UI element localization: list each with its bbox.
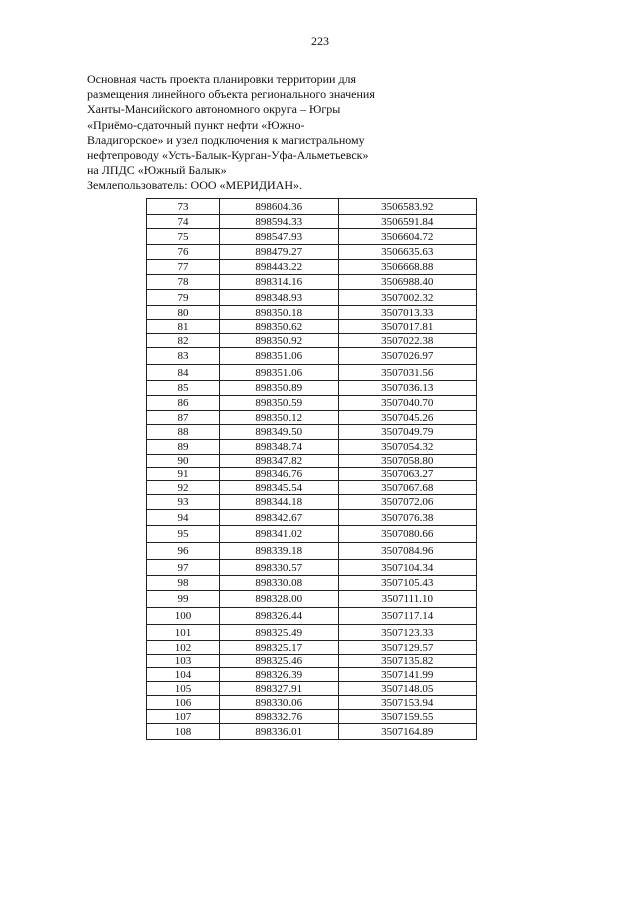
y-coordinate-cell: 3507104.34	[338, 560, 476, 576]
point-number-cell: 103	[147, 655, 220, 668]
table-row	[147, 425, 477, 440]
table-row	[147, 543, 477, 560]
point-number-cell: 86	[147, 396, 220, 411]
y-coordinate-cell: 3507111.10	[338, 591, 476, 608]
table-row	[147, 455, 477, 468]
x-coordinate-cell: 898346.76	[219, 468, 338, 481]
y-coordinate-cell: 3507080.66	[338, 526, 476, 543]
x-coordinate-cell: 898350.89	[219, 381, 338, 396]
y-coordinate-cell: 3507076.38	[338, 510, 476, 526]
y-coordinate-cell: 3507084.96	[338, 543, 476, 560]
point-number-cell: 81	[147, 320, 220, 334]
table-row	[147, 696, 477, 710]
table-row	[147, 710, 477, 724]
table-row	[147, 411, 477, 425]
table-row	[147, 468, 477, 481]
y-coordinate-cell: 3507148.05	[338, 682, 476, 696]
point-number-cell: 107	[147, 710, 220, 724]
x-coordinate-cell: 898341.02	[219, 526, 338, 543]
heading-line: Основная часть проекта планировки территории для	[87, 72, 357, 86]
x-coordinate-cell: 898328.00	[219, 591, 338, 608]
point-number-cell: 79	[147, 290, 220, 306]
point-number-cell: 94	[147, 510, 220, 526]
y-coordinate-cell: 3507067.68	[338, 481, 476, 495]
y-coordinate-cell: 3506604.72	[338, 229, 476, 245]
table-row	[147, 306, 477, 320]
point-number-cell: 97	[147, 560, 220, 576]
table-row	[147, 576, 477, 591]
table-row	[147, 625, 477, 641]
x-coordinate-cell: 898350.12	[219, 411, 338, 425]
document-heading	[87, 72, 447, 194]
point-number-cell: 88	[147, 425, 220, 440]
x-coordinate-cell: 898339.18	[219, 543, 338, 560]
point-number-cell: 92	[147, 481, 220, 495]
point-number-cell: 90	[147, 455, 220, 468]
x-coordinate-cell: 898326.44	[219, 608, 338, 625]
y-coordinate-cell: 3507026.97	[338, 348, 476, 365]
point-number-cell: 102	[147, 641, 220, 655]
x-coordinate-cell: 898344.18	[219, 495, 338, 510]
table-row	[147, 682, 477, 696]
y-coordinate-cell: 3507129.57	[338, 641, 476, 655]
x-coordinate-cell: 898327.91	[219, 682, 338, 696]
x-coordinate-cell: 898330.57	[219, 560, 338, 576]
land-user-line: Землепользователь: ООО «МЕРИДИАН».	[87, 178, 303, 193]
point-number-cell: 83	[147, 348, 220, 365]
point-number-cell: 100	[147, 608, 220, 625]
x-coordinate-cell: 898332.76	[219, 710, 338, 724]
x-coordinate-cell: 898314.16	[219, 275, 338, 290]
table-row	[147, 365, 477, 381]
x-coordinate-cell: 898325.49	[219, 625, 338, 641]
point-number-cell: 101	[147, 625, 220, 641]
table-row	[147, 510, 477, 526]
y-coordinate-cell: 3507002.32	[338, 290, 476, 306]
x-coordinate-cell: 898348.93	[219, 290, 338, 306]
x-coordinate-cell: 898351.06	[219, 365, 338, 381]
y-coordinate-cell: 3507105.43	[338, 576, 476, 591]
table-row	[147, 641, 477, 655]
table-row	[147, 440, 477, 455]
y-coordinate-cell: 3507141.99	[338, 668, 476, 682]
x-coordinate-cell: 898325.17	[219, 641, 338, 655]
x-coordinate-cell: 898345.54	[219, 481, 338, 495]
x-coordinate-cell: 898350.92	[219, 334, 338, 348]
table-row	[147, 381, 477, 396]
table-row	[147, 655, 477, 668]
y-coordinate-cell: 3507017.81	[338, 320, 476, 334]
x-coordinate-cell: 898326.39	[219, 668, 338, 682]
table-row	[147, 724, 477, 740]
table-row	[147, 608, 477, 625]
point-number-cell: 78	[147, 275, 220, 290]
point-number-cell: 91	[147, 468, 220, 481]
point-number-cell: 75	[147, 229, 220, 245]
page-number: 223	[311, 34, 329, 48]
y-coordinate-cell: 3506591.84	[338, 215, 476, 229]
table-row	[147, 275, 477, 290]
table-row	[147, 526, 477, 543]
table-row	[147, 348, 477, 365]
x-coordinate-cell: 898347.82	[219, 455, 338, 468]
y-coordinate-cell: 3506635.63	[338, 245, 476, 260]
table-row	[147, 560, 477, 576]
y-coordinate-cell: 3507117.14	[338, 608, 476, 625]
table-row	[147, 320, 477, 334]
point-number-cell: 74	[147, 215, 220, 229]
x-coordinate-cell: 898349.50	[219, 425, 338, 440]
y-coordinate-cell: 3507031.56	[338, 365, 476, 381]
heading-line: Ханты-Мансийского автономного округа – Югры	[87, 102, 341, 117]
x-coordinate-cell: 898325.46	[219, 655, 338, 668]
table-row	[147, 481, 477, 495]
y-coordinate-cell: 3507058.80	[338, 455, 476, 468]
y-coordinate-cell: 3507054.32	[338, 440, 476, 455]
x-coordinate-cell: 898547.93	[219, 229, 338, 245]
table-row	[147, 396, 477, 411]
heading-line: нефтепроводу «Усть-Балык-Курган-Уфа-Альметьевск»	[87, 148, 369, 163]
x-coordinate-cell: 898350.62	[219, 320, 338, 334]
x-coordinate-cell: 898479.27	[219, 245, 338, 260]
table-row	[147, 591, 477, 608]
y-coordinate-cell: 3507135.82	[338, 655, 476, 668]
y-coordinate-cell: 3506988.40	[338, 275, 476, 290]
point-number-cell: 76	[147, 245, 220, 260]
x-coordinate-cell: 898443.22	[219, 260, 338, 275]
point-number-cell: 96	[147, 543, 220, 560]
x-coordinate-cell: 898350.59	[219, 396, 338, 411]
y-coordinate-cell: 3507040.70	[338, 396, 476, 411]
point-number-cell: 105	[147, 682, 220, 696]
point-number-cell: 85	[147, 381, 220, 396]
y-coordinate-cell: 3507049.79	[338, 425, 476, 440]
x-coordinate-cell: 898594.33	[219, 215, 338, 229]
y-coordinate-cell: 3507153.94	[338, 696, 476, 710]
table-row	[147, 229, 477, 245]
y-coordinate-cell: 3507063.27	[338, 468, 476, 481]
point-number-cell: 104	[147, 668, 220, 682]
point-number-cell: 73	[147, 199, 220, 215]
y-coordinate-cell: 3507013.33	[338, 306, 476, 320]
x-coordinate-cell: 898330.08	[219, 576, 338, 591]
x-coordinate-cell: 898351.06	[219, 348, 338, 365]
table-row	[147, 290, 477, 306]
y-coordinate-cell: 3507164.89	[338, 724, 476, 740]
point-number-cell: 98	[147, 576, 220, 591]
point-number-cell: 106	[147, 696, 220, 710]
coordinates-table-body	[147, 199, 477, 740]
point-number-cell: 87	[147, 411, 220, 425]
point-number-cell: 89	[147, 440, 220, 455]
table-row	[147, 334, 477, 348]
y-coordinate-cell: 3507036.13	[338, 381, 476, 396]
x-coordinate-cell: 898336.01	[219, 724, 338, 740]
heading-line: размещения линейного объекта регионального значения	[87, 87, 375, 102]
y-coordinate-cell: 3507022.38	[338, 334, 476, 348]
heading-line: на ЛПДС «Южный Балык»	[87, 163, 227, 178]
y-coordinate-cell: 3506668.88	[338, 260, 476, 275]
point-number-cell: 108	[147, 724, 220, 740]
coordinates-table	[146, 198, 477, 740]
table-row	[147, 668, 477, 682]
table-row	[147, 215, 477, 229]
point-number-cell: 95	[147, 526, 220, 543]
point-number-cell: 99	[147, 591, 220, 608]
x-coordinate-cell: 898350.18	[219, 306, 338, 320]
table-row	[147, 199, 477, 215]
x-coordinate-cell: 898604.36	[219, 199, 338, 215]
heading-line: Владигорское» и узел подключения к магистральному	[87, 132, 365, 147]
table-row	[147, 495, 477, 510]
x-coordinate-cell: 898342.67	[219, 510, 338, 526]
point-number-cell: 77	[147, 260, 220, 275]
point-number-cell: 80	[147, 306, 220, 320]
x-coordinate-cell: 898348.74	[219, 440, 338, 455]
y-coordinate-cell: 3507123.33	[338, 625, 476, 641]
table-row	[147, 260, 477, 275]
y-coordinate-cell: 3507072.06	[338, 495, 476, 510]
point-number-cell: 93	[147, 495, 220, 510]
y-coordinate-cell: 3507159.55	[338, 710, 476, 724]
table-row	[147, 245, 477, 260]
x-coordinate-cell: 898330.06	[219, 696, 338, 710]
y-coordinate-cell: 3507045.26	[338, 411, 476, 425]
point-number-cell: 82	[147, 334, 220, 348]
y-coordinate-cell: 3506583.92	[338, 199, 476, 215]
point-number-cell: 84	[147, 365, 220, 381]
heading-line: «Приёмо-сдаточный пункт нефти «Южно-	[87, 117, 305, 132]
